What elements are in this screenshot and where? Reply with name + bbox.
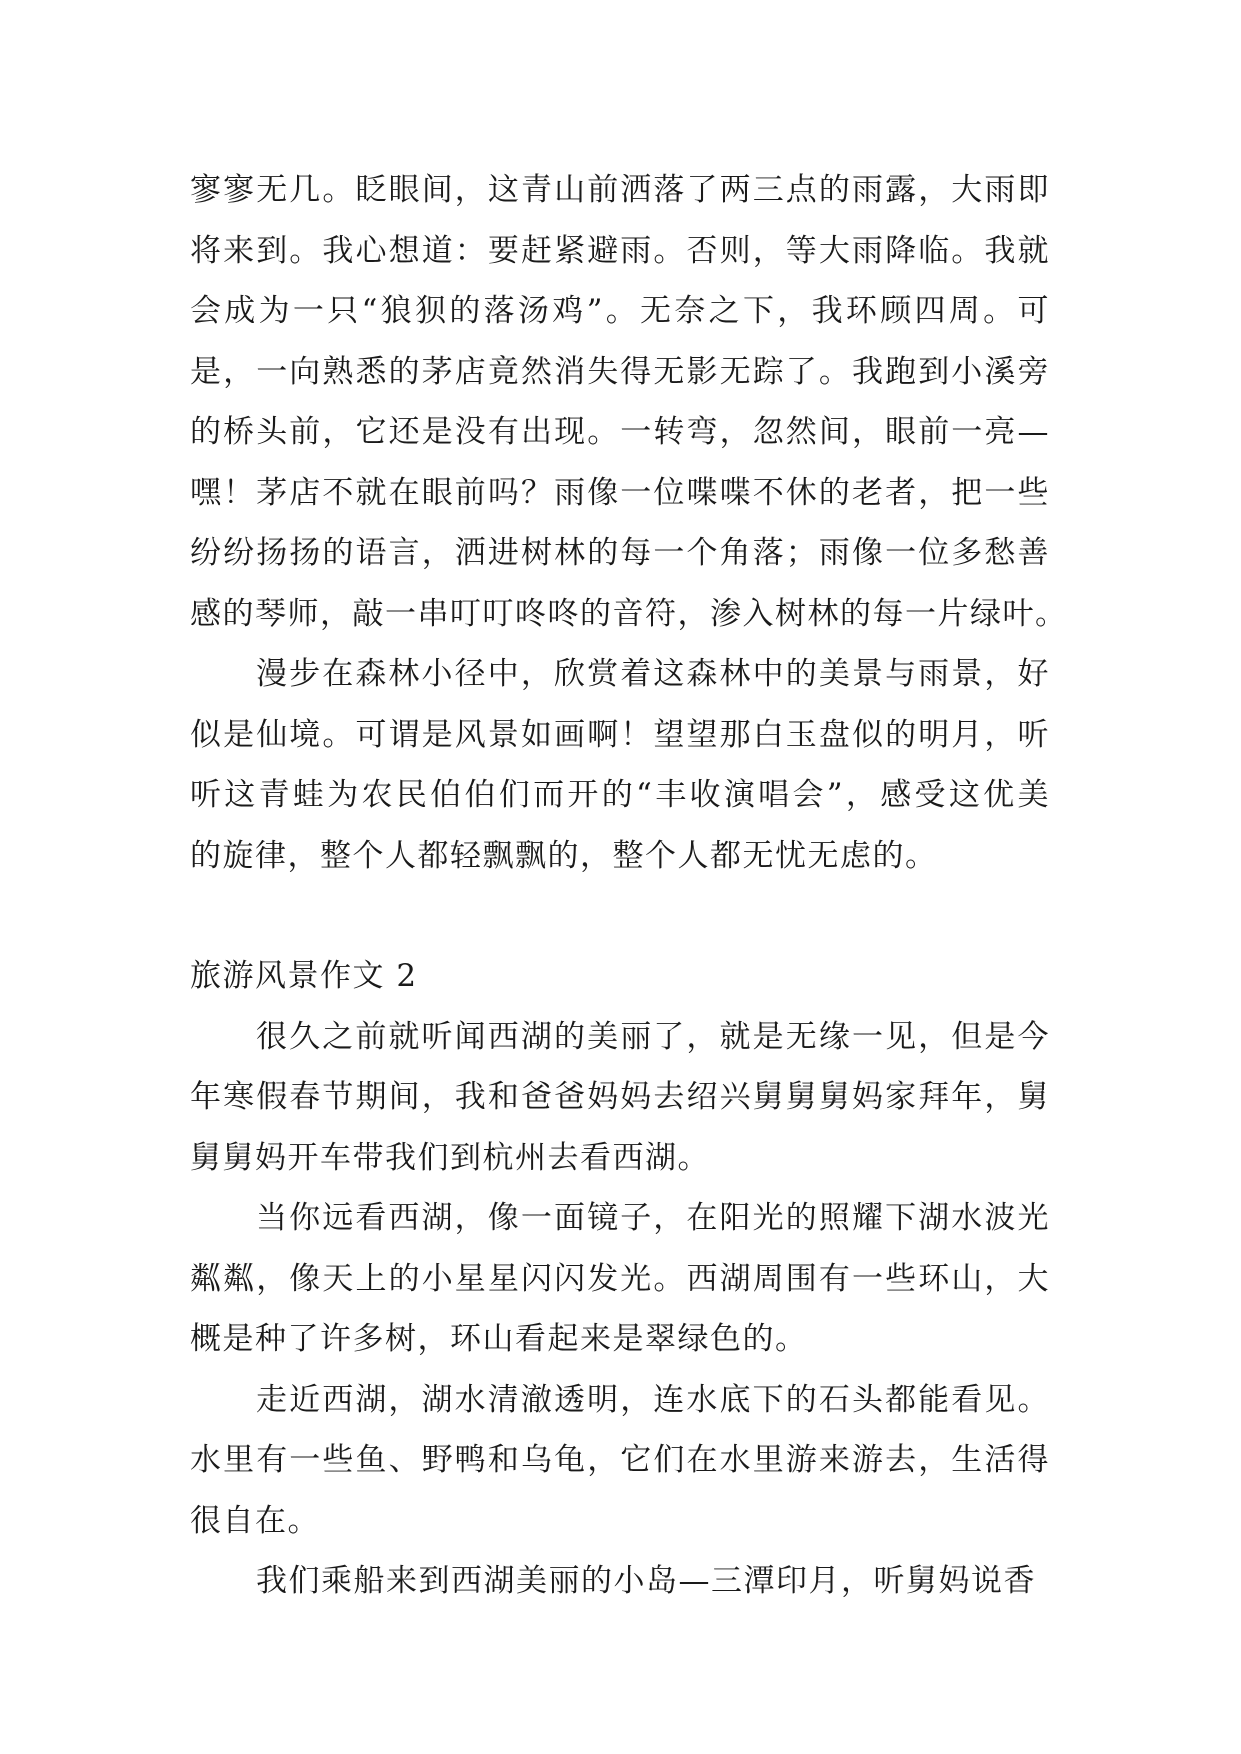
paragraph (190, 644, 1050, 886)
paragraph (190, 160, 1068, 644)
text-line: 当你远看西湖，像一面镜子，在阳光的照耀下湖水波光 (256, 1200, 1050, 1236)
text-line: 是，一向熟悉的茅店竟然消失得无影无踪了。我跑到小溪旁 (190, 353, 1050, 390)
paragraph (190, 1370, 1050, 1552)
text-line: 年寒假春节期间，我和爸爸妈妈去绍兴舅舅舅妈家拜年，舅 (190, 1079, 1050, 1115)
paragraph (190, 1188, 1050, 1370)
text-line: 概是种了许多树，环山看起来是翠绿色的。 (190, 1321, 808, 1357)
text-line: 粼粼，像天上的小星星闪闪发光。西湖周围有一些环山，大 (190, 1260, 1050, 1297)
text-line: 很自在。 (190, 1502, 320, 1539)
text-line: 很久之前就听闻西湖的美丽了，就是无缘一见，但是今 (256, 1018, 1050, 1055)
paragraph (190, 1007, 1050, 1189)
section-title: 旅游风景作文 2 (190, 958, 418, 994)
section-gap (190, 886, 1050, 946)
text-line: 将来到。我心想道：要赶紧避雨。否则，等大雨降临。我就 (190, 232, 1050, 269)
text-line: 的桥头前，它还是没有出现。一转弯，忽然间，眼前一亮— (190, 414, 1050, 450)
paragraph (190, 1551, 1050, 1612)
text-line: 我们乘船来到西湖美丽的小岛—三潭印月，听舅妈说香 (256, 1563, 1036, 1599)
text-line: 似是仙境。可谓是风景如画啊！望望那白玉盘似的明月，听 (190, 716, 1050, 753)
text-line: 纷纷扬扬的语言，洒进树林的每一个角落；雨像一位多愁善 (190, 535, 1050, 571)
text-line: 走近西湖，湖水清澈透明，连水底下的石头都能看见。 (256, 1381, 1050, 1418)
text-line: 水里有一些鱼、野鸭和乌龟，它们在水里游来游去，生活得 (190, 1442, 1050, 1478)
text-line: 漫步在森林小径中，欣赏着这森林中的美景与雨景，好 (256, 656, 1050, 692)
text-line: 寥寥无几。眨眼间，这青山前洒落了两三点的雨露，大雨即 (190, 172, 1050, 208)
document-body (190, 160, 1068, 1612)
text-line: 舅舅妈开车带我们到杭州去看西湖。 (190, 1139, 710, 1176)
text-line: 会成为一只“狼狈的落汤鸡”。无奈之下，我环顾四周。可 (190, 293, 1050, 329)
text-line: 嘿！茅店不就在眼前吗？雨像一位喋喋不休的老者，把一些 (190, 474, 1050, 511)
text-line: 感的琴师，敲一串叮叮咚咚的音符，渗入树林的每一片绿叶。 (190, 595, 1068, 632)
text-line: 听这青蛙为农民伯伯们而开的“丰收演唱会”，感受这优美 (190, 777, 1050, 813)
text-line: 的旋律，整个人都轻飘飘的，整个人都无忧无虑的。 (190, 837, 938, 874)
